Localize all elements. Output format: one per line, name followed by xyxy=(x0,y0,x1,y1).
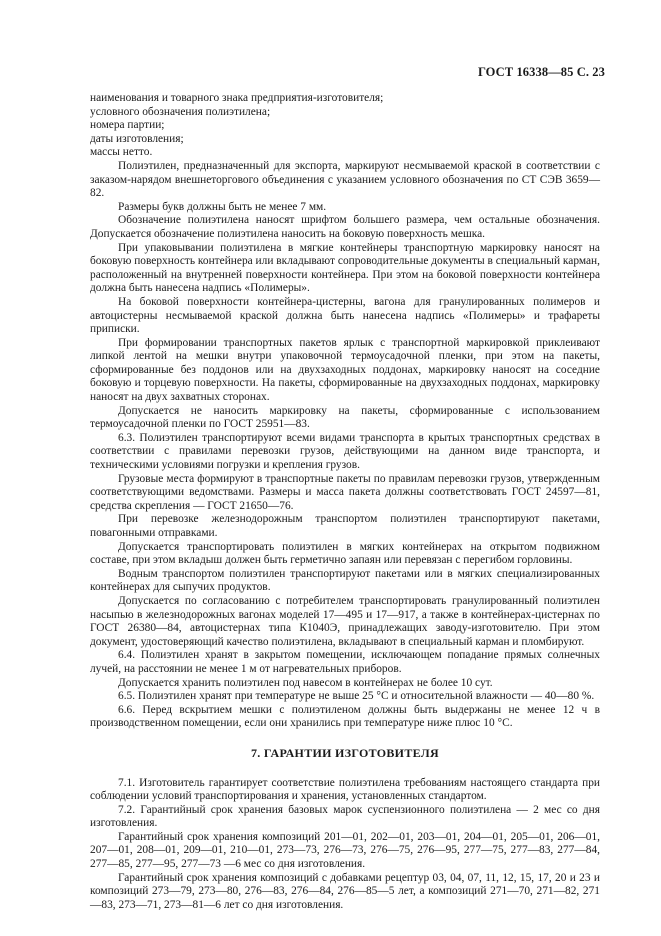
paragraph: 6.3. Полиэтилен транспортируют всеми видами транспорта в крытых транспортных средствах в соответствии с правилами перевозки грузов, действующими на данном виде транспорта, и техническими условиями погрузки и крепления грузов. xyxy=(90,431,600,472)
section-heading: 7. ГАРАНТИИ ИЗГОТОВИТЕЛЯ xyxy=(251,745,439,760)
paragraph: Гарантийный срок хранения композиций с добавками рецептур 03, 04, 07, 11, 12, 15, 17, 20 и 23 и композиций 273—79, 273—80, 276—83, 276—84, 276—85—5 лет, а композиций 271—70, 271—82, 271—83, 273—71, 273—81—6 лет со дня изготовления. xyxy=(90,871,600,911)
intro-line: даты изготовления; xyxy=(90,132,184,145)
document-body xyxy=(90,92,600,912)
paragraph: Допускается хранить полиэтилен под навесом в контейнерах не более 10 сут. xyxy=(118,676,493,689)
paragraph: Водным транспортом полиэтилен транспортируют пакетами или в мягких специализированных контейнерах для сыпучих продуктов. xyxy=(90,567,600,594)
paragraph: Допускается транспортировать полиэтилен в мягких контейнерах на открытом подвижном составе, при этом вкладыш должен быть герметично запаян или перевязан с перегибом горловины. xyxy=(90,540,600,567)
paragraph: Допускается по согласованию с потребителем транспортировать гранулированный полиэтилен насыпью в железнодорожных вагонах моделей 17—495 и 17—917, а также в контейнерах-цистернах по ГОСТ 26380—84, автоцистернах типа К1040Э, принадлежащих заводу-изготовителю. При этом документ, удостоверяющий качество полиэтилена, вкладывают в специальный карман и пломбируют. xyxy=(90,594,600,648)
paragraph: Обозначение полиэтилена наносят шрифтом большего размера, чем остальные обозначения. Допускается обозначение полиэтилена наносить на боковую поверхность мешка. xyxy=(90,214,600,240)
intro-line: наименования и товарного знака предприятия-изготовителя; xyxy=(90,92,384,104)
intro-line: массы нетто. xyxy=(90,146,153,159)
paragraph: 6.6. Перед вскрытием мешки с полиэтиленом должны быть выдержаны не менее 12 ч в производственном помещении, если они хранились при температуре ниже плюс 10 °С. xyxy=(90,703,600,730)
paragraph: Грузовые места формируют в транспортные пакеты по правилам перевозки грузов, утвержденным соответствующими ведомствами. Размеры и масса пакета должны соответствовать ГОСТ 24597—81, средства скрепления — ГОСТ 21650—76. xyxy=(90,472,600,512)
paragraph: При упаковывании полиэтилена в мягкие контейнеры транспортную маркировку наносят на боковую поверхность контейнера или вкладывают сопроводительные документы в специальный карман, расположенный на внутренней поверхности контейнера. При этом на боковой поверхности контейнера должна быть нанесена надпись «Полимеры». xyxy=(90,241,600,295)
page-header: ГОСТ 16338—85 С. 23 xyxy=(477,65,605,79)
paragraph: Размеры букв должны быть не менее 7 мм. xyxy=(118,200,327,213)
paragraph: 7.2. Гарантийный срок хранения базовых марок суспензионного полиэтилена — 2 мес со дня изготовления. xyxy=(90,803,600,830)
paragraph: Допускается не наносить маркировку на пакеты, сформированные с использованием термоусадочной пленки по ГОСТ 25951—83. xyxy=(90,404,600,431)
paragraph: 7.1. Изготовитель гарантирует соответствие полиэтилена требованиям настоящего стандарта при соблюдении условий транспортирования и хранения, установленных стандартом. xyxy=(90,776,600,803)
paragraph: При формировании транспортных пакетов ярлык с транспортной маркировкой приклеивают липкой лентой на мешки внутри упаковочной термоусадочной пленки, при этом на пакеты, сформированные без поддонов или на двухзаходных поддонах, маркировку наносят на соседние боковую и торцевую поверхности. На пакеты, сформированные на двухзаходных поддонах, маркировку наносят на двух захватных сторонах. xyxy=(90,336,600,404)
paragraph: Гарантийный срок хранения композиций 201—01, 202—01, 203—01, 204—01, 205—01, 206—01, 207—01, 208—01, 209—01, 210—01, 273—73, 276—73, 276—75, 276—95, 277—75, 277—83, 277—84, 277—85, 277—95, 277—73 —6 мес со дня изготовления. xyxy=(90,830,600,871)
paragraph: При перевозке железнодорожным транспортом полиэтилен транспортируют пакетами, повагонными отправками. xyxy=(90,513,600,539)
paragraph: На боковой поверхности контейнера-цистерны, вагона для гранулированных полимеров и автоцистерны несмываемой краской должна быть нанесена надпись «Полимеры» и трафареты приписки. xyxy=(90,295,600,336)
paragraph: 6.4. Полиэтилен хранят в закрытом помещении, исключающем попадание прямых солнечных лучей, на расстоянии не менее 1 м от нагревательных приборов. xyxy=(90,649,600,675)
paragraph: 6.5. Полиэтилен хранят при температуре не выше 25 °С и относительной влажности — 40—80 %. xyxy=(118,690,595,703)
intro-line: условного обозначения полиэтилена; xyxy=(90,105,271,118)
intro-line: номера партии; xyxy=(90,119,165,132)
paragraph: Полиэтилен, предназначенный для экспорта, маркируют несмываемой краской в соответствии с заказом-нарядом внешнеторгового объединения с указанием условного обозначения по СТ СЭВ 3659—82. xyxy=(90,159,600,200)
